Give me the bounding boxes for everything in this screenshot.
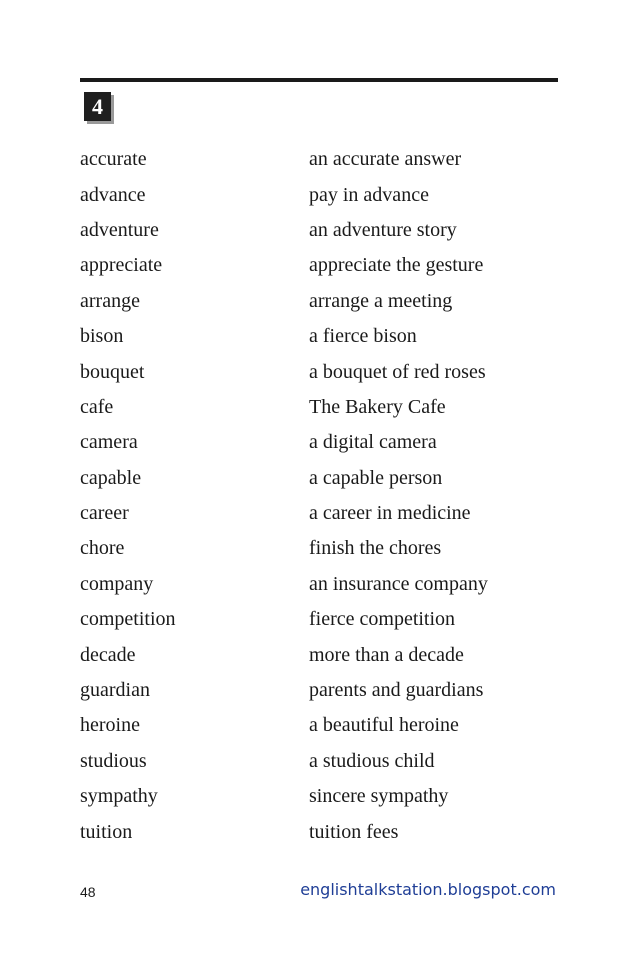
vocabulary-row: [80, 425, 560, 460]
example-phrase: tuition fees: [309, 820, 399, 843]
example-phrase: more than a decade: [309, 643, 464, 666]
example-phrase: fierce competition: [309, 608, 456, 631]
example-phrase: an adventure story: [309, 218, 457, 241]
example-phrase: finish the chores: [309, 537, 442, 560]
vocabulary-word: adventure: [80, 218, 159, 241]
vocabulary-row: [80, 319, 560, 354]
vocabulary-row: [80, 744, 560, 779]
example-phrase: The Bakery Cafe: [309, 395, 446, 418]
vocabulary-word: bison: [80, 325, 124, 348]
example-phrase: a studious child: [309, 749, 435, 772]
vocabulary-row: [80, 177, 560, 212]
example-phrase: a beautiful heroine: [309, 714, 459, 737]
vocabulary-row: [80, 390, 560, 425]
vocabulary-row: [80, 637, 560, 672]
vocabulary-row: [80, 567, 560, 602]
vocabulary-word: cafe: [80, 395, 114, 418]
vocabulary-row: [80, 461, 560, 496]
example-phrase: a bouquet of red roses: [309, 360, 486, 383]
vocabulary-word: tuition: [80, 820, 133, 843]
vocabulary-word: advance: [80, 183, 146, 206]
vocabulary-word: guardian: [80, 679, 150, 702]
vocabulary-word: competition: [80, 608, 176, 631]
example-phrase: sincere sympathy: [309, 785, 449, 808]
vocabulary-word: chore: [80, 537, 125, 560]
page-number: 48: [80, 884, 96, 900]
vocabulary-word: studious: [80, 749, 147, 772]
example-phrase: pay in advance: [309, 183, 429, 206]
vocabulary-word: heroine: [80, 714, 140, 737]
vocabulary-row: [80, 142, 560, 177]
example-phrase: appreciate the gesture: [309, 254, 484, 277]
example-phrase: arrange a meeting: [309, 289, 453, 312]
vocabulary-word: decade: [80, 643, 136, 666]
example-phrase: a fierce bison: [309, 325, 417, 348]
vocabulary-word: accurate: [80, 148, 147, 171]
footer-site-link[interactable]: englishtalkstation.blogspot.com: [300, 880, 556, 899]
example-phrase: parents and guardians: [309, 679, 484, 702]
vocabulary-row: [80, 779, 560, 814]
vocabulary-row: [80, 496, 560, 531]
vocabulary-row: [80, 814, 560, 849]
vocabulary-row: [80, 248, 560, 283]
vocabulary-row: [80, 602, 560, 637]
vocabulary-word: bouquet: [80, 360, 145, 383]
example-phrase: an insurance company: [309, 572, 488, 595]
example-phrase: an accurate answer: [309, 148, 462, 171]
vocabulary-word: sympathy: [80, 785, 158, 808]
example-phrase: a digital camera: [309, 431, 437, 454]
vocabulary-word: appreciate: [80, 254, 163, 277]
top-rule: [80, 78, 558, 82]
vocabulary-row: [80, 354, 560, 389]
vocabulary-row: [80, 213, 560, 248]
vocabulary-list: [80, 142, 560, 850]
vocabulary-row: [80, 708, 560, 743]
vocabulary-word: capable: [80, 466, 142, 489]
example-phrase: a career in medicine: [309, 502, 471, 525]
vocabulary-row: [80, 531, 560, 566]
vocabulary-word: career: [80, 502, 129, 525]
lesson-number-badge: 4: [84, 92, 111, 121]
vocabulary-row: [80, 673, 560, 708]
vocabulary-word: arrange: [80, 289, 140, 312]
vocabulary-word: company: [80, 572, 154, 595]
vocabulary-row: [80, 284, 560, 319]
vocabulary-word: camera: [80, 431, 138, 454]
example-phrase: a capable person: [309, 466, 443, 489]
